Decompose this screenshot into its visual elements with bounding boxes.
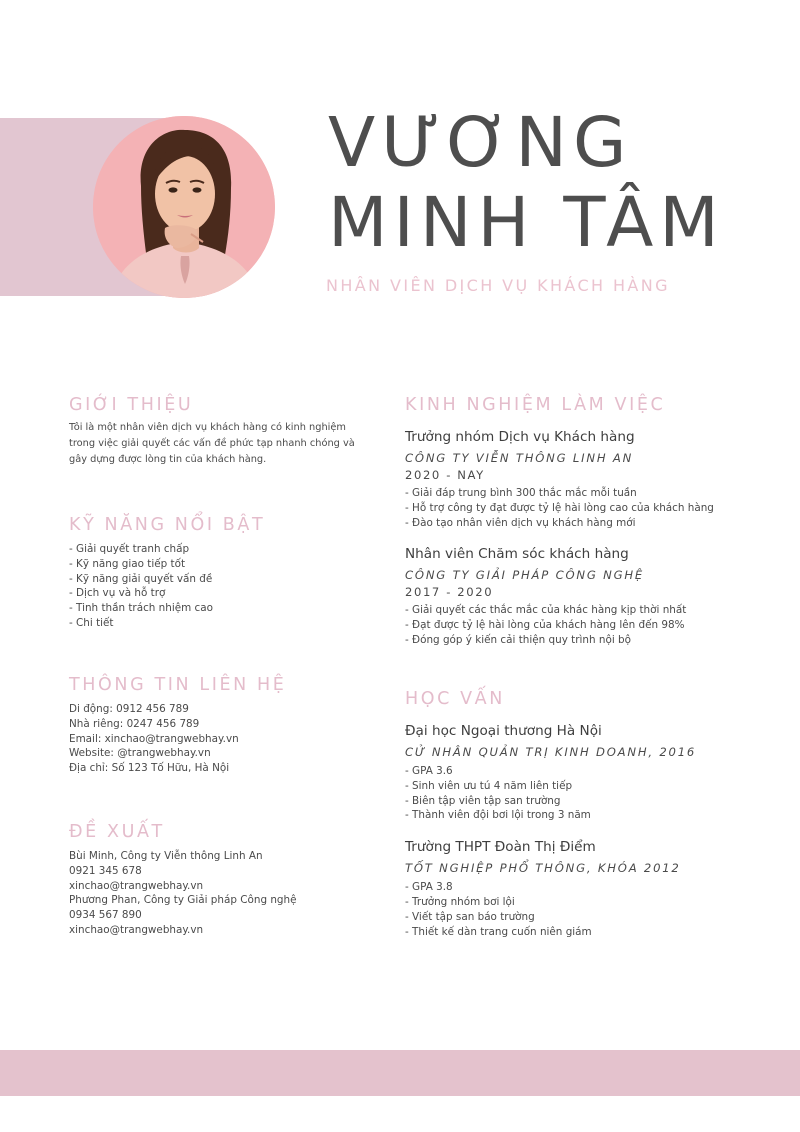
candidate-last-name: MINH TÂM [328, 183, 725, 263]
contact-heading: THÔNG TIN LIÊN HỆ [69, 675, 287, 695]
reference-item: Phương Phan, Công ty Giải pháp Công nghệ [69, 894, 297, 907]
skill-item: - Dịch vụ và hỗ trợ [69, 587, 166, 600]
reference-item: xinchao@trangwebhay.vn [69, 923, 204, 936]
school-name: Trường THPT Đoàn Thị Điểm [405, 839, 596, 856]
contact-section [69, 672, 286, 776]
skills-section [69, 512, 265, 631]
skills-list [69, 542, 265, 631]
experience-heading: KINH NGHIỆM LÀM VIỆC [405, 395, 666, 415]
job-bullet: - Đóng góp ý kiến cải thiện quy trình nội bộ [405, 633, 631, 646]
job-role: NHÂN VIÊN DỊCH VỤ KHÁCH HÀNG [326, 276, 670, 295]
school-bullet: - Viết tập san báo trường [405, 910, 535, 923]
school-entry [405, 837, 696, 939]
school-bullet: - GPA 3.6 [405, 765, 453, 777]
reference-item: 0921 345 678 [69, 864, 142, 877]
candidate-name [328, 103, 725, 263]
job-bullet: - Giải đáp trung bình 300 thắc mắc mỗi tuần [405, 487, 637, 499]
job-company: CÔNG TY GIẢI PHÁP CÔNG NGHỆ [405, 568, 645, 583]
skill-item: - Kỹ năng giải quyết vấn đề [69, 572, 213, 585]
school-entry [405, 721, 696, 823]
contact-phone: Di động: 0912 456 789 [69, 703, 189, 715]
job-company: CÔNG TY VIỄN THÔNG LINH AN [405, 451, 634, 465]
references-heading: ĐỀ XUẤT [69, 822, 165, 842]
job-bullet: - Hỗ trợ công ty đạt được tỷ lệ hài lòng cao của khách hàng [405, 501, 714, 514]
school-bullets [405, 764, 696, 823]
references-section [69, 819, 297, 938]
job-years: 2020 - NAY [405, 468, 485, 482]
contact-email: Email: xinchao@trangwebhay.vn [69, 732, 239, 745]
contact-home-phone: Nhà riêng: 0247 456 789 [69, 717, 200, 730]
intro-line: gây dựng được lòng tin của khách hàng. [69, 454, 267, 465]
job-entry [405, 544, 714, 647]
job-bullets [405, 486, 714, 530]
candidate-first-name: VƯƠNG [328, 103, 633, 183]
intro-heading: GIỚI THIỆU [69, 395, 194, 415]
job-title: Nhân viên Chăm sóc khách hàng [405, 546, 629, 563]
profile-photo [93, 116, 275, 298]
job-years: 2017 - 2020 [405, 585, 494, 600]
job-title: Trưởng nhóm Dịch vụ Khách hàng [405, 429, 635, 445]
job-bullet: - Giải quyết các thắc mắc của khác hàng kịp thời nhất [405, 604, 687, 617]
portrait-image [93, 116, 275, 298]
skill-item: - Giải quyết tranh chấp [69, 543, 190, 555]
references-list [69, 849, 297, 938]
intro-text [69, 420, 355, 468]
intro-section [69, 392, 355, 468]
reference-item: Bùi Minh, Công ty Viễn thông Linh An [69, 850, 263, 862]
footer-accent-band [0, 1050, 800, 1096]
school-bullet: - Thiết kế dàn trang cuốn niên giám [405, 925, 592, 938]
school-bullets [405, 880, 696, 939]
school-degree: CỬ NHÂN QUẢN TRỊ KINH DOANH, 2016 [405, 745, 697, 759]
contact-address: Địa chỉ: Số 123 Tố Hữu, Hà Nội [69, 762, 230, 775]
skill-item: - Kỹ năng giao tiếp tốt [69, 557, 186, 570]
intro-line: Tôi là một nhân viên dịch vụ khách hàng có kinh nghiệm [69, 422, 346, 433]
school-bullet: - Thành viên đội bơi lội trong 3 năm [405, 809, 591, 822]
experience-section [405, 392, 714, 648]
school-degree: TỐT NGHIỆP PHỔ THÔNG, KHÓA 2012 [405, 861, 681, 876]
education-section [405, 686, 696, 939]
job-bullet: - Đạt được tỷ lệ hài lòng của khách hàng lên đến 98% [405, 619, 685, 632]
school-name: Đại học Ngoại thương Hà Nội [405, 723, 602, 739]
job-bullet: - Đào tạo nhân viên dịch vụ khách hàng mới [405, 516, 636, 529]
education-heading: HỌC VẤN [405, 689, 505, 709]
contact-website: Website: @trangwebhay.vn [69, 747, 211, 760]
skill-item: - Tinh thần trách nhiệm cao [69, 602, 213, 615]
school-bullet: - Biên tập viên tập san trường [405, 794, 561, 807]
school-bullet: - GPA 3.8 [405, 881, 453, 894]
job-bullets [405, 603, 714, 647]
school-bullet: - Trưởng nhóm bơi lội [405, 895, 515, 908]
skill-item: - Chi tiết [69, 616, 114, 629]
job-entry [405, 427, 714, 530]
contact-list [69, 702, 286, 776]
skills-heading: KỸ NĂNG NỔI BẬT [69, 515, 266, 535]
school-bullet: - Sinh viên ưu tú 4 năm liên tiếp [405, 779, 573, 792]
reference-item: xinchao@trangwebhay.vn [69, 879, 204, 892]
intro-line: trong việc giải quyết các vấn đề phức tạp nhanh chóng và [69, 438, 355, 449]
reference-item: 0934 567 890 [69, 909, 142, 922]
